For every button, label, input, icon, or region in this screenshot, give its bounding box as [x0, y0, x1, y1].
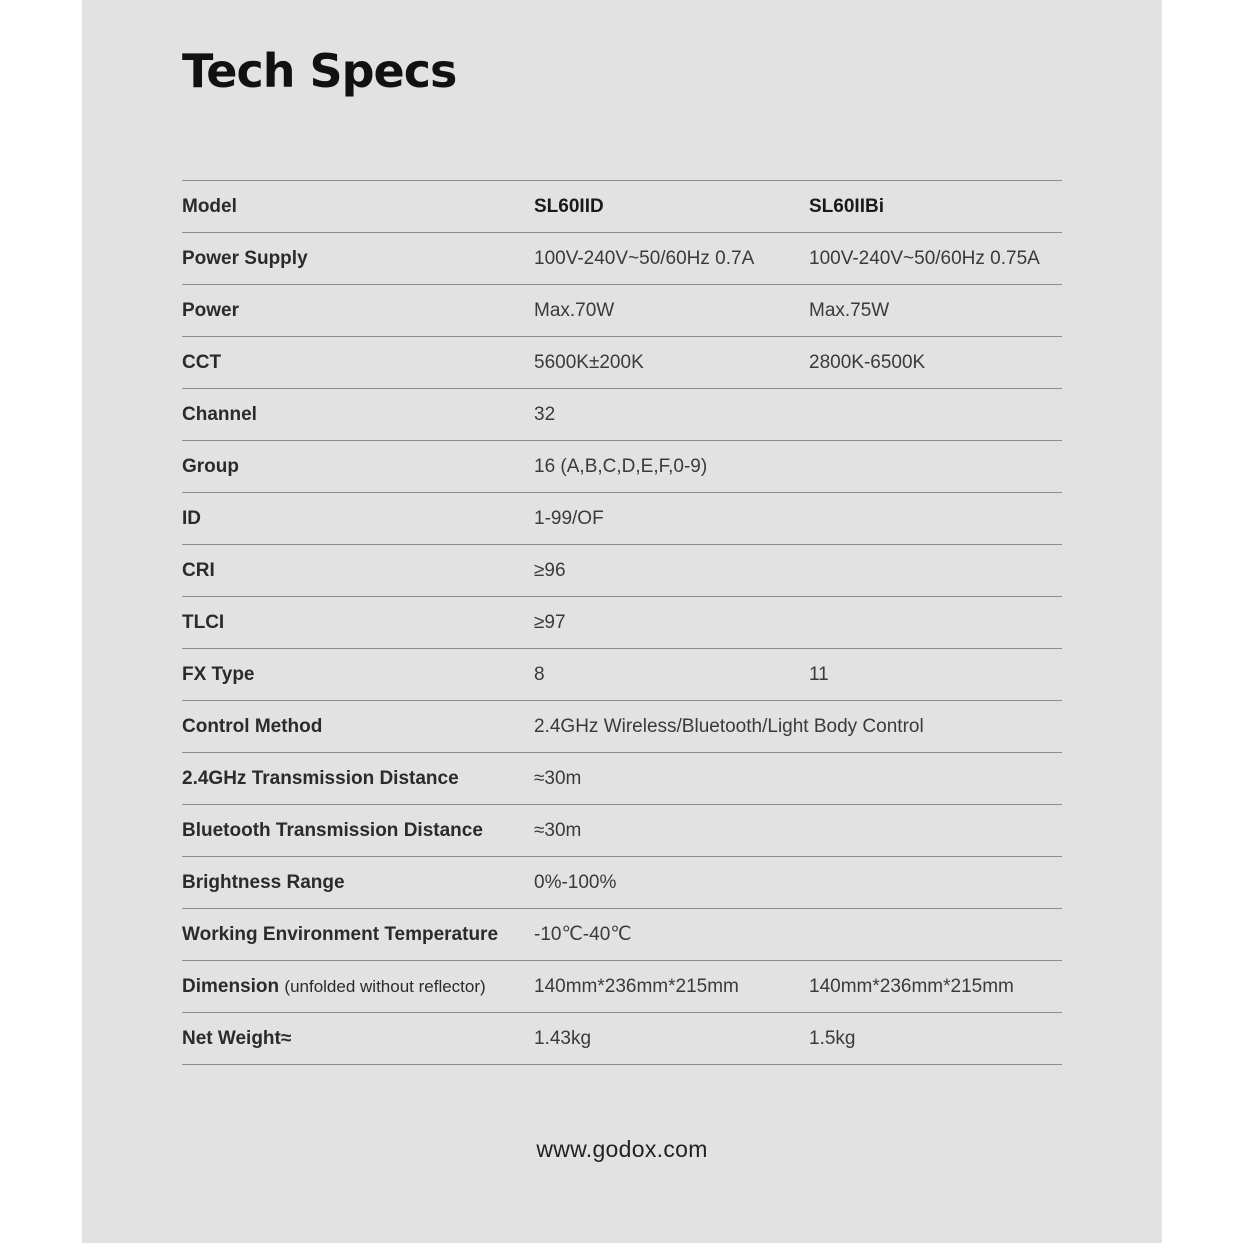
spec-label — [182, 805, 483, 856]
spec-value-sl60iid: ≈30m — [534, 820, 582, 841]
spec-label-text: ID — [182, 508, 201, 529]
spec-label — [182, 441, 239, 492]
spec-label — [182, 233, 308, 284]
website-url: www.godox.com — [536, 1136, 708, 1162]
spec-value-sl60iibi: 2800K-6500K — [809, 352, 926, 373]
spec-label-text: Dimension — [182, 976, 280, 997]
spec-label-text: Net Weight≈ — [182, 1028, 292, 1049]
column-header-sl60iibi: SL60IIBi — [809, 196, 884, 217]
spec-rows — [182, 233, 1062, 1065]
column-header-sl60iid: SL60IID — [534, 196, 604, 217]
table-row — [182, 961, 1062, 1013]
table-row — [182, 545, 1062, 597]
specs-table — [182, 180, 1062, 1065]
spec-value-sl60iid: 0%-100% — [534, 872, 617, 893]
spec-label — [182, 285, 239, 336]
table-row — [182, 753, 1062, 805]
spec-value-sl60iid: 1-99/OF — [534, 508, 604, 529]
spec-value-sl60iid: ≈30m — [534, 768, 582, 789]
spec-label — [182, 1013, 291, 1064]
table-row — [182, 389, 1062, 441]
spec-label — [182, 857, 345, 908]
spec-label-text: Brightness Range — [182, 872, 345, 893]
spec-label-text: Working Environment Temperature — [182, 924, 499, 945]
spec-label — [182, 909, 498, 960]
spec-label — [182, 545, 215, 596]
spec-value-sl60iid: 1.43kg — [534, 1028, 592, 1049]
spec-value-sl60iibi: 1.5kg — [809, 1028, 856, 1049]
spec-value-sl60iid: ≥97 — [534, 612, 566, 633]
spec-value-sl60iibi: Max.75W — [809, 300, 890, 321]
spec-label-text: FX Type — [182, 664, 255, 685]
table-row — [182, 337, 1062, 389]
spec-label-text: CCT — [182, 352, 222, 373]
table-row — [182, 597, 1062, 649]
spec-label-text: CRI — [182, 560, 215, 581]
spec-label-text: 2.4GHz Transmission Distance — [182, 768, 459, 789]
spec-sheet — [82, 0, 1162, 1243]
table-row — [182, 1013, 1062, 1065]
spec-label-note: (unfolded without reflector) — [284, 977, 486, 996]
spec-value-sl60iibi: 100V-240V~50/60Hz 0.75A — [809, 248, 1040, 269]
spec-label-text: Bluetooth Transmission Distance — [182, 820, 483, 841]
table-row — [182, 441, 1062, 493]
table-header-row — [182, 181, 1062, 233]
spec-label-text: Channel — [182, 404, 257, 425]
spec-value-sl60iid: 5600K±200K — [534, 352, 644, 373]
spec-value-sl60iid: Max.70W — [534, 300, 615, 321]
spec-value-sl60iid: -10℃-40℃ — [534, 924, 632, 945]
spec-value-sl60iid: ≥96 — [534, 560, 566, 581]
spec-label-text: Group — [182, 456, 239, 477]
spec-label-text: Control Method — [182, 716, 323, 737]
table-row — [182, 649, 1062, 701]
spec-value-sl60iid: 2.4GHz Wireless/Bluetooth/Light Body Control — [534, 716, 924, 737]
spec-label — [182, 961, 486, 1012]
table-row — [182, 857, 1062, 909]
spec-value-sl60iibi: 140mm*236mm*215mm — [809, 976, 1014, 997]
table-row — [182, 805, 1062, 857]
spec-label — [182, 701, 322, 752]
spec-value-sl60iid: 8 — [534, 664, 545, 685]
page-title: Tech Specs — [182, 44, 457, 98]
spec-label — [182, 649, 255, 700]
spec-value-sl60iid: 16 (A,B,C,D,E,F,0-9) — [534, 456, 708, 477]
column-header-model: Model — [182, 196, 237, 217]
spec-label — [182, 597, 224, 648]
spec-label — [182, 389, 257, 440]
spec-label — [182, 337, 221, 388]
spec-value-sl60iid: 140mm*236mm*215mm — [534, 976, 739, 997]
table-row — [182, 233, 1062, 285]
table-row — [182, 493, 1062, 545]
spec-label-text: Power — [182, 300, 240, 321]
spec-label-text: TLCI — [182, 612, 225, 633]
spec-value-sl60iid: 100V-240V~50/60Hz 0.7A — [534, 248, 755, 269]
table-row — [182, 909, 1062, 961]
spec-value-sl60iibi: 11 — [809, 664, 829, 685]
table-row — [182, 285, 1062, 337]
spec-label — [182, 753, 459, 804]
table-row — [182, 701, 1062, 753]
spec-label — [182, 493, 201, 544]
spec-label-text: Power Supply — [182, 248, 308, 269]
spec-value-sl60iid: 32 — [534, 404, 556, 425]
